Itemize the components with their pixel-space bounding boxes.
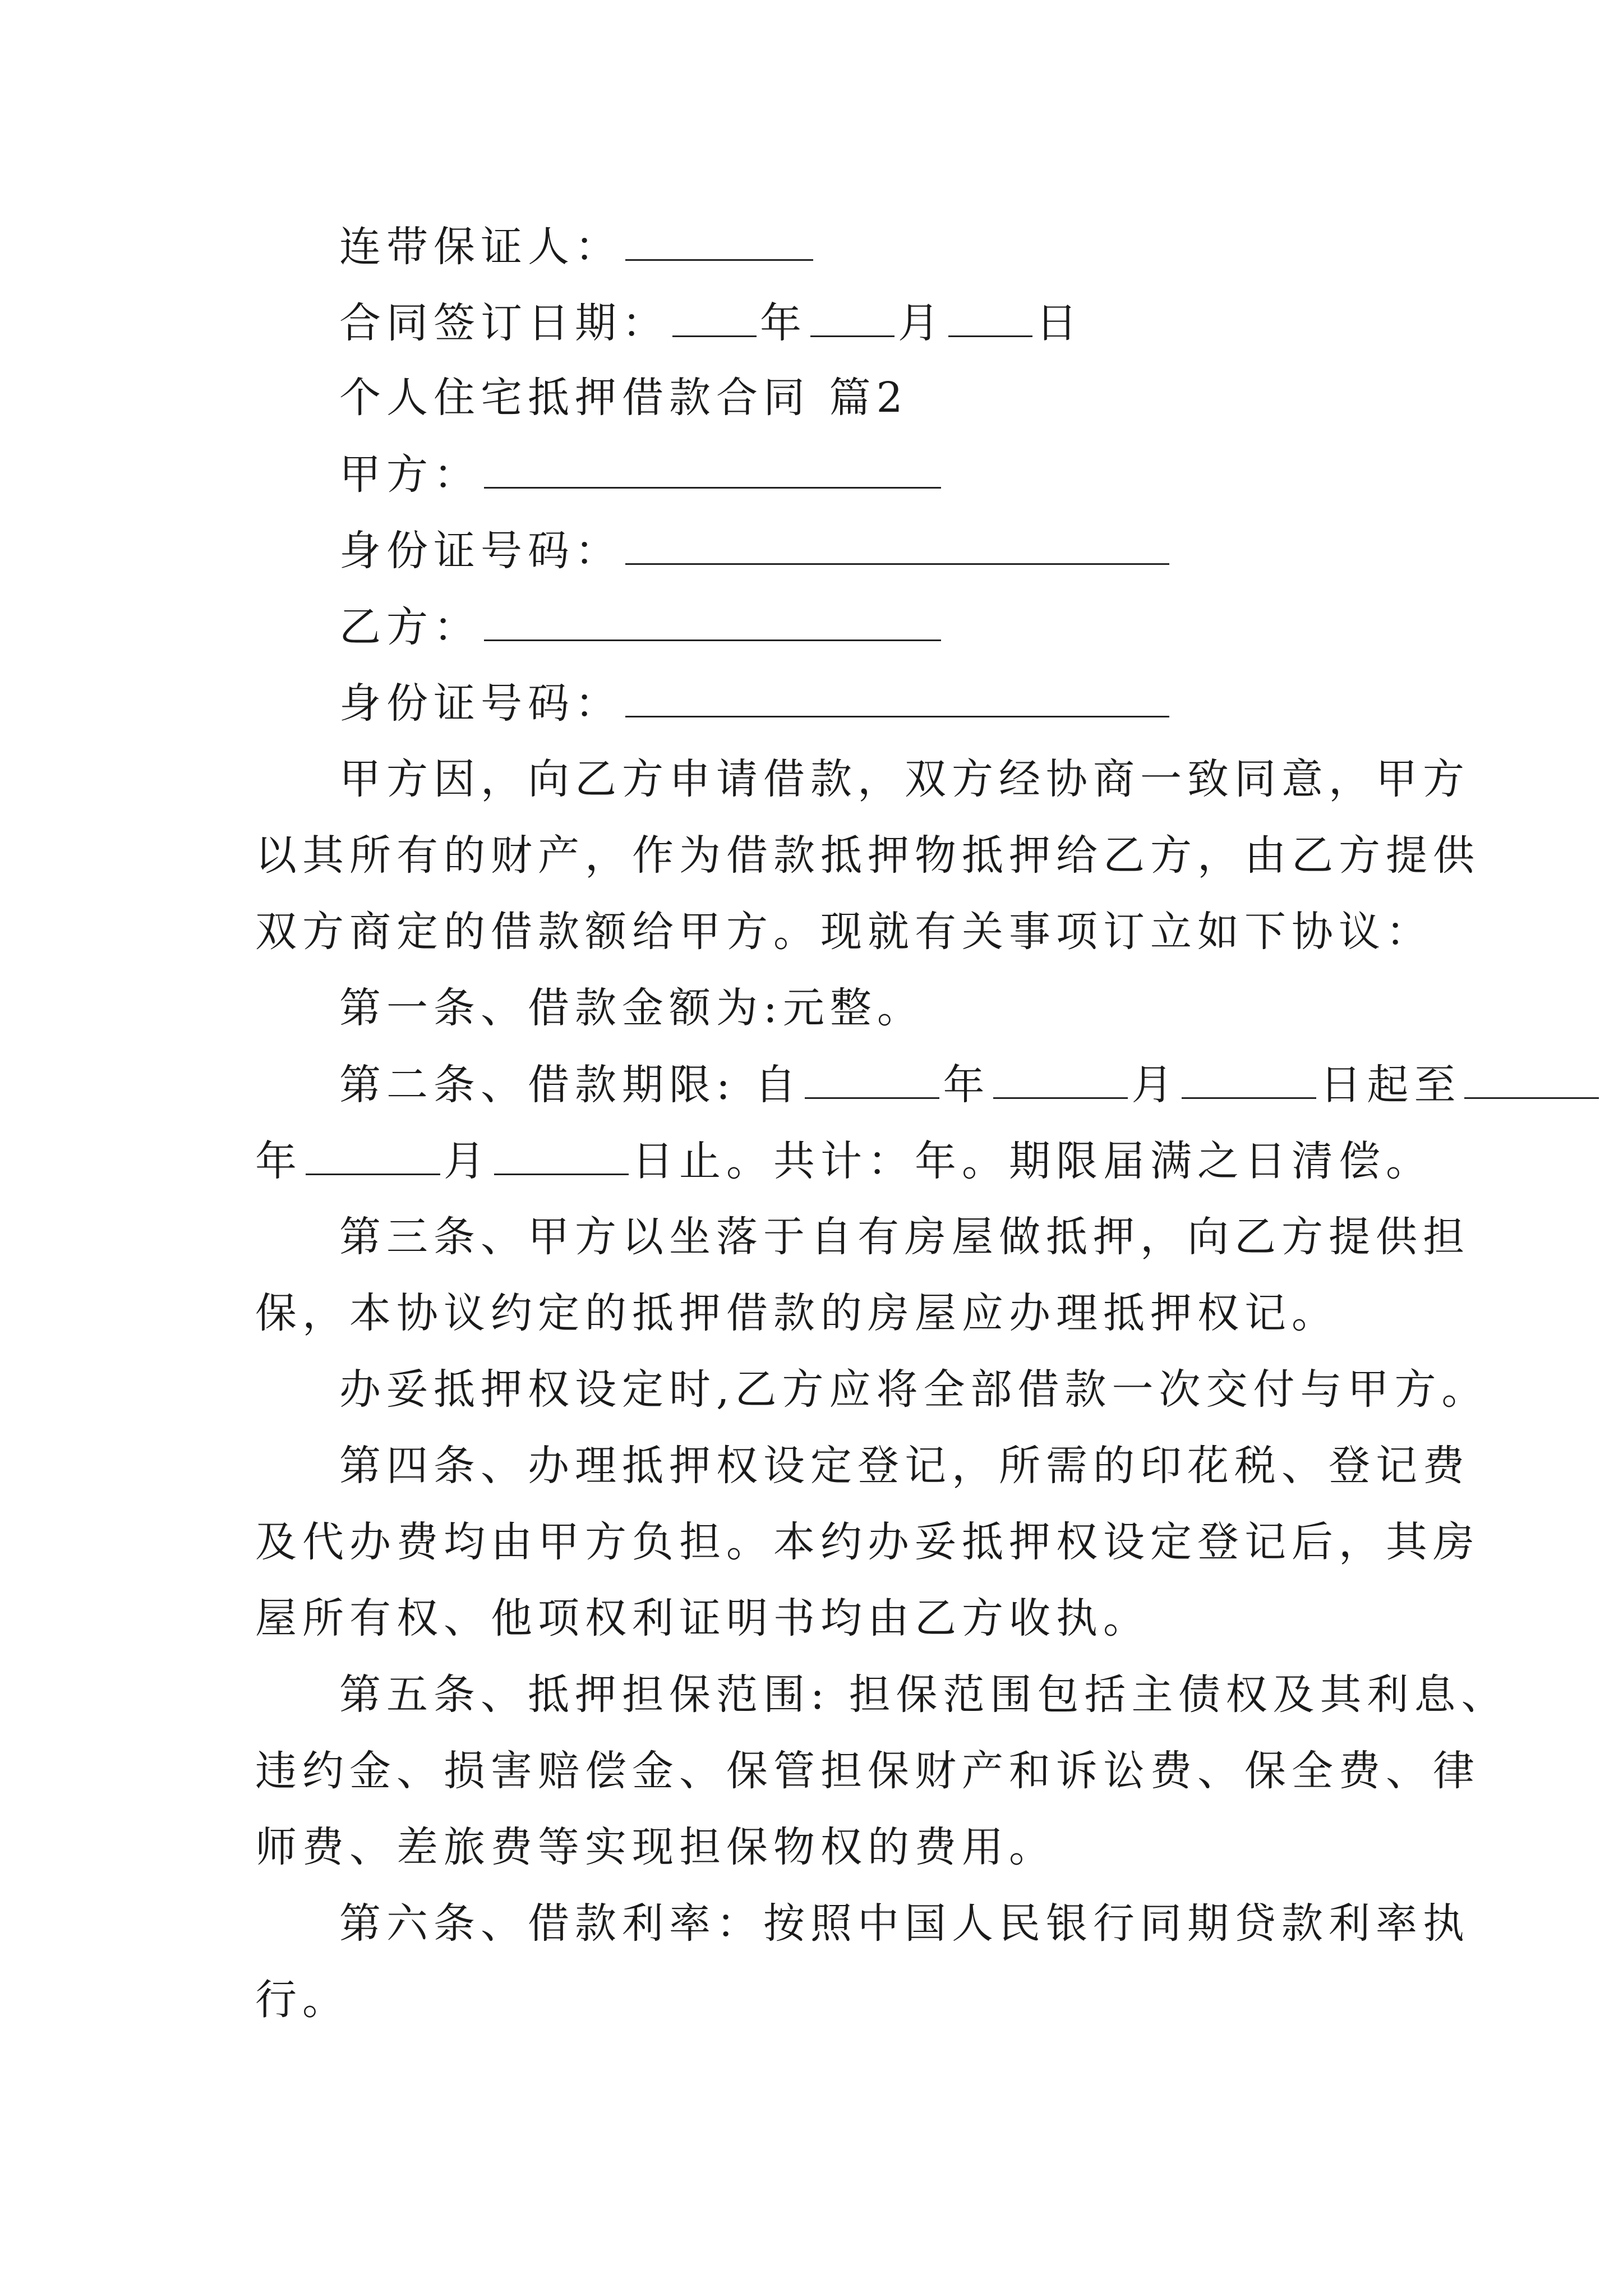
article-6-line2: 行。 (255, 1976, 349, 2024)
article-3-note: 办妥抵押权设定时,乙方应将全部借款一次交付与甲方。 (339, 1365, 1489, 1414)
article-1: 第一条、借款金额为:元整。 (339, 984, 924, 1032)
sign-day-blank (948, 302, 1032, 337)
end-year-blank-a (1464, 1064, 1599, 1099)
party-b-blank (484, 606, 941, 641)
party-b-id-line (339, 679, 1173, 728)
party-b-line (339, 603, 944, 651)
sign-month-blank (810, 302, 895, 337)
start-year-label: 年 (943, 1061, 990, 1109)
party-b-label: 乙方： (339, 603, 481, 651)
party-a-id-label: 身份证号码： (339, 527, 622, 575)
article-2-suffix: 日止。共计：年。期限届满之日清偿。 (632, 1137, 1433, 1185)
para1-line1: 甲方因，向乙方申请借款，双方经协商一致同意，甲方 (339, 755, 1470, 803)
article-2-line1 (339, 1061, 1602, 1109)
party-b-id-blank (625, 682, 1169, 717)
article-3-line1: 第三条、甲方以坐落于自有房屋做抵押，向乙方提供担 (339, 1213, 1470, 1261)
end-month-blank (306, 1140, 440, 1175)
article-4-line1: 第四条、办理抵押权设定登记，所需的印花税、登记费 (339, 1442, 1470, 1490)
start-month-label: 月 (1131, 1061, 1179, 1109)
article-6-line1: 第六条、借款利率：按照中国人民银行同期贷款利率执 (339, 1899, 1470, 1948)
end-month-label: 月 (444, 1137, 491, 1185)
end-year-label: 年 (255, 1137, 302, 1185)
start-year-blank (805, 1064, 939, 1099)
article-5-line3: 师费、差旅费等实现担保物权的费用。 (255, 1823, 1056, 1871)
party-a-id-blank (625, 530, 1169, 565)
start-day-suffix: 日起至 (1320, 1061, 1461, 1109)
end-day-blank (494, 1140, 629, 1175)
article-2-prefix: 第二条、借款期限: 自 (339, 1061, 802, 1109)
sign-year-label: 年 (760, 299, 807, 347)
article-2-line2 (255, 1137, 1433, 1185)
article-4-line3: 屋所有权、他项权利证明书均由乙方收执。 (255, 1594, 1150, 1642)
party-a-line (339, 450, 944, 499)
guarantor-label: 连带保证人： (339, 223, 622, 271)
party-b-id-label: 身份证号码： (339, 679, 622, 728)
guarantor-line (339, 223, 817, 271)
sign-year-blank (672, 302, 757, 337)
article-5-line1: 第五条、抵押担保范围: 担保范围包括主债权及其利息、 (339, 1671, 1509, 1719)
start-month-blank (993, 1064, 1128, 1099)
sign-month-label: 月 (898, 299, 945, 347)
sign-date-label: 合同签订日期： (339, 299, 669, 347)
section-title: 个人住宅抵押借款合同 篇2 (339, 374, 909, 422)
article-3-line2: 保，本协议约定的抵押借款的房屋应办理抵押权记。 (255, 1289, 1339, 1337)
article-5-line2: 违约金、损害赔偿金、保管担保财产和诉讼费、保全费、律 (255, 1747, 1480, 1795)
sign-day-label: 日 (1036, 299, 1083, 347)
article-4-line2: 及代办费均由甲方负担。本约办妥抵押权设定登记后，其房 (255, 1518, 1480, 1566)
para1-line2: 以其所有的财产，作为借款抵押物抵押给乙方，由乙方提供 (255, 831, 1480, 880)
party-a-label: 甲方： (339, 450, 481, 499)
party-a-id-line (339, 527, 1173, 575)
guarantor-blank (625, 226, 813, 261)
para1-line3: 双方商定的借款额给甲方。现就有关事项订立如下协议： (255, 908, 1433, 956)
sign-date-line (339, 299, 1083, 347)
party-a-blank (484, 453, 941, 489)
start-day-blank (1182, 1064, 1316, 1099)
